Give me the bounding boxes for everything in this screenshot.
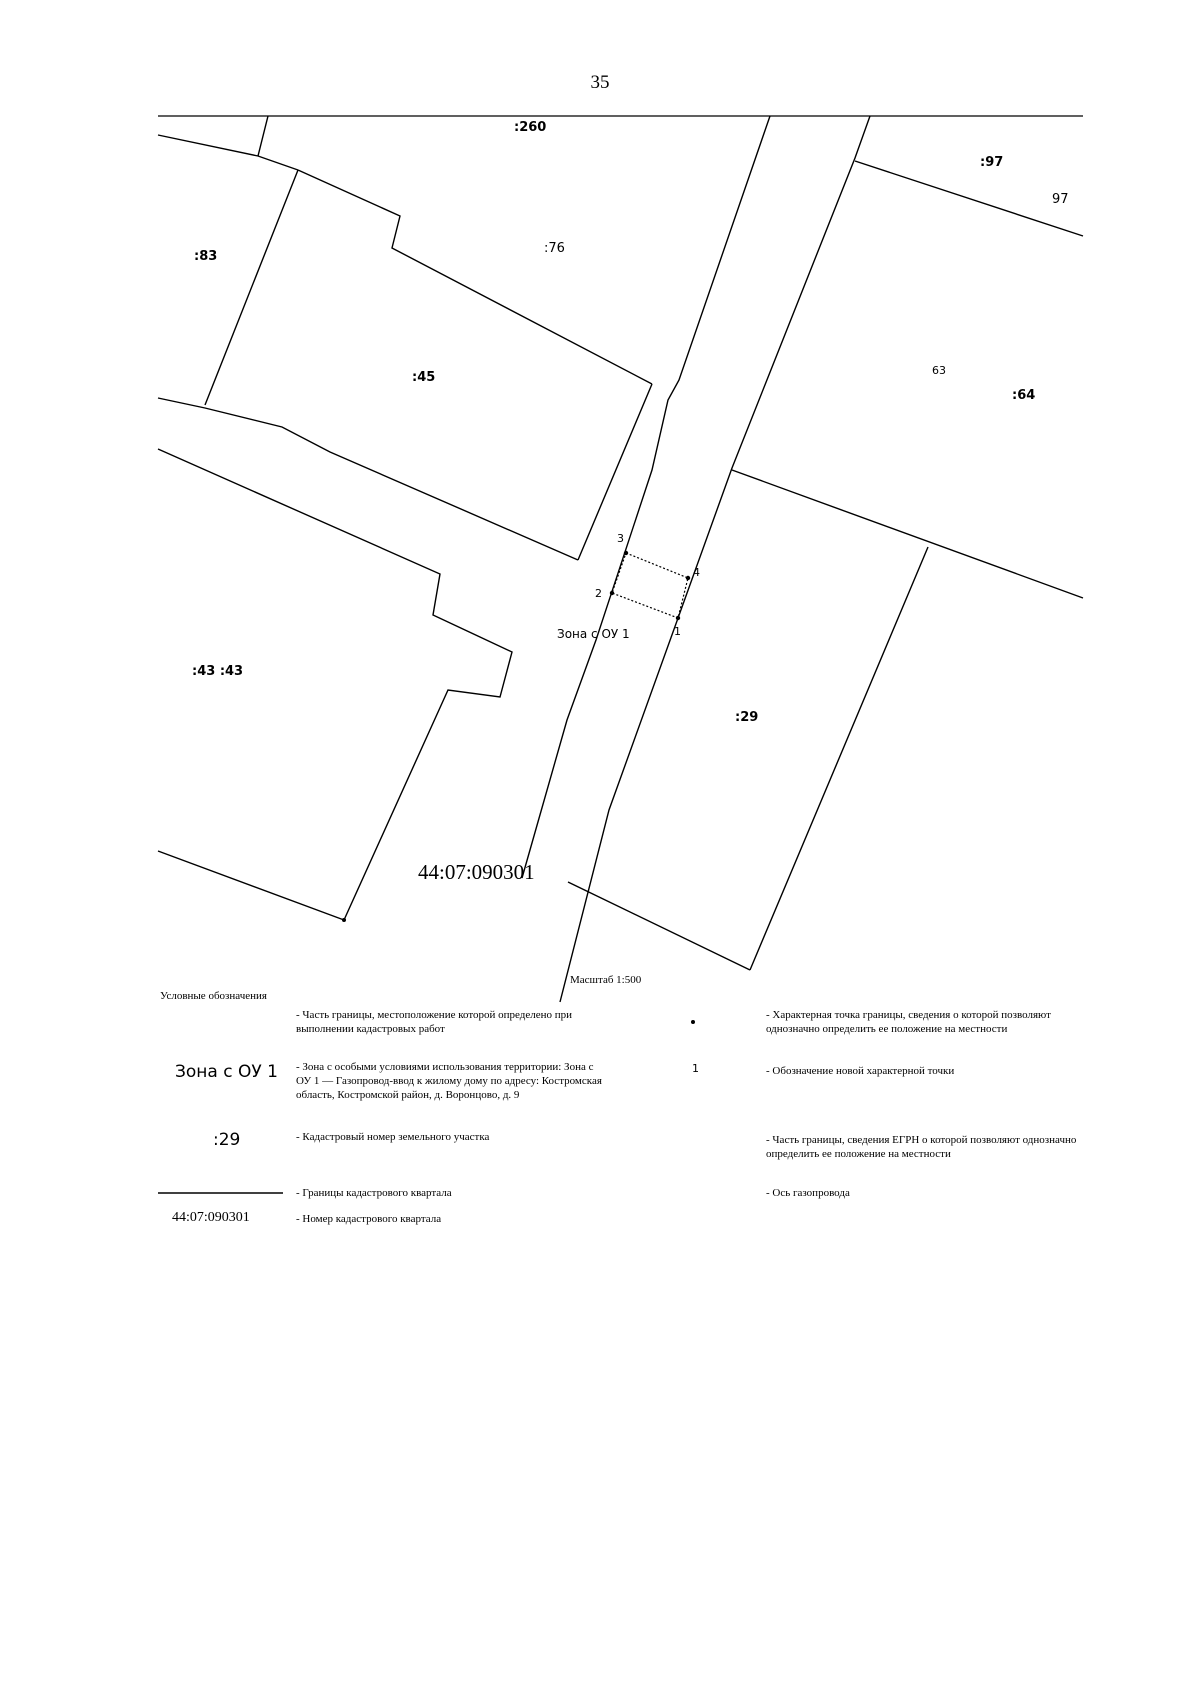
- road-right-edge: [560, 116, 870, 1002]
- quarter-number: 44:07:090301: [418, 860, 535, 884]
- legend-quarter-number-symbol: 44:07:090301: [172, 1210, 250, 1225]
- point-3-label: 3: [617, 532, 624, 545]
- boundary-76-bottom: [298, 170, 652, 384]
- point-1-label: 1: [674, 625, 681, 638]
- page-number: 35: [590, 72, 610, 93]
- boundary-43: [158, 449, 512, 920]
- point-3-marker: [624, 551, 628, 555]
- label-260: :260: [514, 120, 547, 135]
- label-64: :64: [1012, 388, 1036, 403]
- boundary-64-bottom: [732, 470, 1083, 598]
- label-43: :43 :43: [192, 664, 244, 679]
- label-76: :76: [544, 241, 565, 256]
- boundary-260-bottom: [158, 135, 298, 170]
- boundary-260-left: [258, 116, 268, 156]
- legend-item-egrn-boundary-text: - Часть границы, сведения ЕГРН о которой позволяют однозначно определить ее положение на местности: [766, 1134, 1077, 1160]
- legend-item-quarter-boundary-text: - Границы кадастрового квартала: [296, 1187, 452, 1199]
- legend-title: Условные обозначения: [160, 990, 267, 1002]
- label-29: :29: [735, 710, 759, 725]
- label-97: :97: [980, 155, 1004, 170]
- boundary-45-right: [578, 384, 652, 560]
- zone-ou1-outline: [612, 553, 688, 618]
- boundary-29-bottom: [568, 882, 750, 970]
- label-97b: 97: [1052, 192, 1069, 207]
- boundary-83-45: [205, 170, 298, 405]
- legend-item-quarter-number-text: - Номер кадастрового квартала: [296, 1213, 442, 1225]
- boundary-29-right: [750, 547, 928, 970]
- label-63: 63: [932, 364, 946, 377]
- legend-item-cadnum-text: - Кадастровый номер земельного участка: [296, 1131, 490, 1143]
- zone-label: Зона с ОУ 1: [557, 627, 630, 641]
- boundary-97: [855, 161, 1083, 236]
- legend-item-zone-text: - Зона с особыми условиями использования территории: Зона с ОУ 1 — Газопровод-ввод к жилому дому по адресу: Костромская область, Костромской район, д. Воронцово, д. 9: [296, 1061, 602, 1101]
- label-45: :45: [412, 370, 436, 385]
- parcel-boundaries: [158, 116, 1083, 1002]
- legend-point-symbol: [691, 1020, 695, 1024]
- road-left-edge: [522, 116, 770, 878]
- legend-item-point-text: - Характерная точка границы, сведения о которой позволяют однозначно определить ее положение на местности: [766, 1009, 1051, 1035]
- label-83: :83: [194, 249, 218, 264]
- legend-cadnum-symbol: :29: [213, 1130, 241, 1150]
- legend-zone-symbol: Зона с ОУ 1: [175, 1062, 278, 1082]
- legend-item-new-point-text: - Обозначение новой характерной точки: [766, 1065, 955, 1077]
- legend-item-gas-axis-text: - Ось газопровода: [766, 1187, 850, 1199]
- boundary-43-bottom: [158, 851, 344, 920]
- scale-label: Масштаб 1:500: [570, 974, 642, 986]
- point-4-marker: [686, 576, 690, 580]
- point-2-label: 2: [595, 587, 602, 600]
- point-2-marker: [610, 591, 614, 595]
- corner-marker: [342, 918, 346, 922]
- boundary-45-bottom: [158, 398, 578, 560]
- legend-new-point-symbol: 1: [692, 1062, 699, 1075]
- point-1-marker: [676, 616, 680, 620]
- point-4-label: 4: [693, 566, 700, 579]
- legend-symbols: [158, 1020, 695, 1193]
- legend-item-boundary-text: - Часть границы, местоположение которой определено при выполнении кадастровых работ: [296, 1009, 573, 1035]
